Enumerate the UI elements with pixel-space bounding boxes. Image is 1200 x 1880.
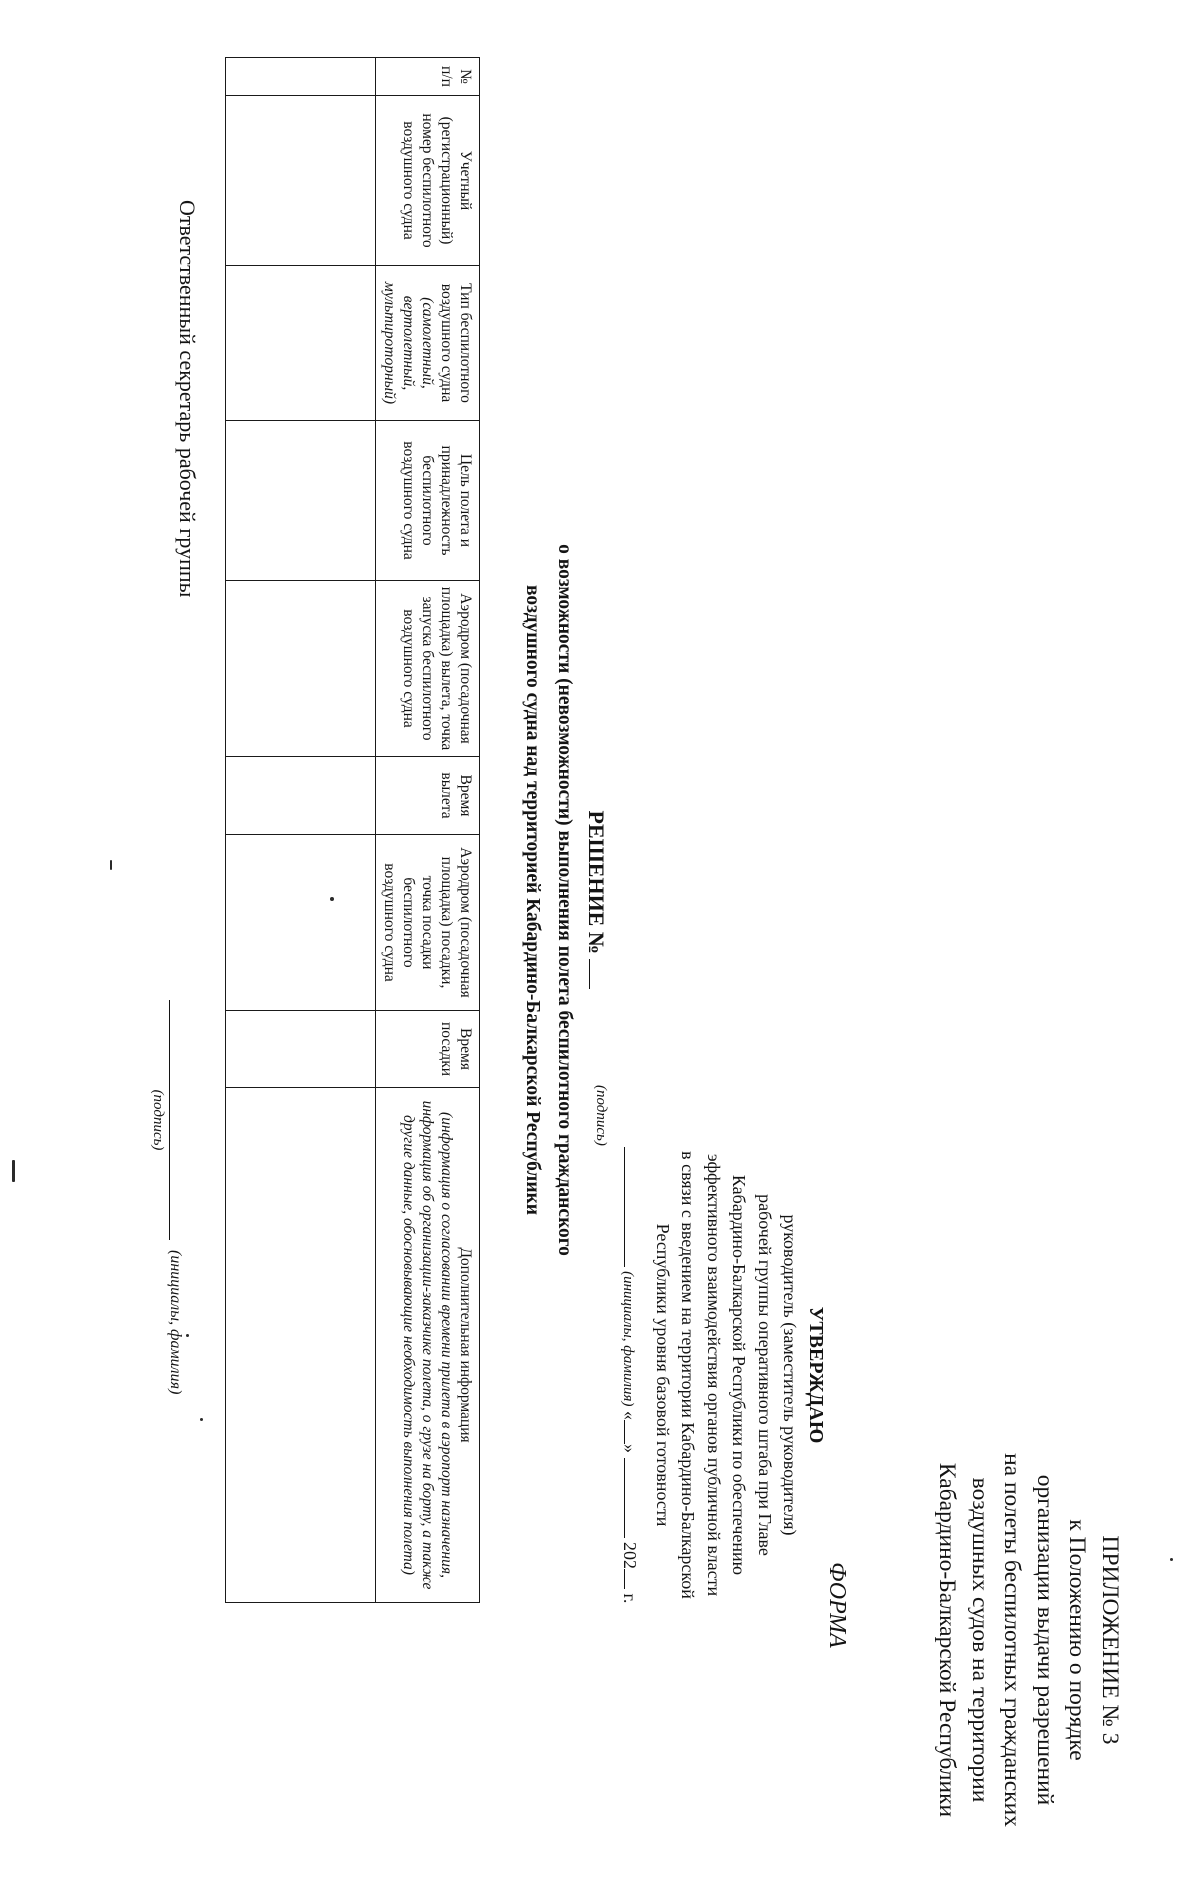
approval-line: в связи с введением на территории Кабардино-Балкарской (678, 1151, 699, 1599)
approval-block (588, 1055, 829, 1695)
date-year-suffix: г. (620, 1593, 641, 1604)
date-year-blank (625, 1569, 644, 1589)
header-label: Аэродром (посадочная площадка) посадки, точка посадки беспилотного воздушного судна (381, 847, 474, 998)
appendix-title: ПРИЛОЖЕНИЕ № 3 (1097, 1535, 1123, 1745)
approval-line: руководитель (заместитель руководителя) (780, 1214, 801, 1536)
date-open-quote: « (620, 1411, 641, 1420)
approval-line: Республики уровня базовой готовности (653, 1223, 673, 1527)
date-close-quote: » (620, 1444, 641, 1453)
appendix-line: Кабардино-Балкарской Республики (934, 1462, 961, 1818)
header-label: Учетный (регистрационный) номер беспилотного воздушного судна (400, 113, 474, 248)
table-header-row (376, 58, 480, 1603)
header-label: Время вылета (438, 772, 474, 819)
appendix-line: к Положению о порядке (1064, 1519, 1091, 1761)
header-cell-purpose (376, 421, 480, 581)
approval-heading: УТВЕРЖДАЮ (805, 1306, 827, 1444)
secretary-signature-caption: (подпись) (150, 1089, 166, 1151)
approval-signature-line (625, 1147, 644, 1267)
scan-mark (12, 1160, 15, 1182)
header-label: Тип беспилотного воздушного судна (438, 283, 474, 403)
scan-speck (200, 1418, 203, 1421)
decision-number-label: РЕШЕНИЕ № (584, 810, 609, 954)
appendix-line: воздушных судов на территории (967, 1477, 993, 1803)
scan-mark (110, 860, 112, 870)
appendix-header (931, 1400, 1126, 1880)
table-cell (226, 96, 376, 266)
header-hint: (информация о согласовании времени прилета в аэропорт назначения, информация об организации-заказчике полета, о грузе на борту, а также другие данные, обосновывающие необходимость выполнения полета) (400, 1100, 455, 1590)
approval-name-caption: (инициалы, фамилия) (620, 1271, 637, 1407)
header-cell-type (376, 266, 480, 421)
appendix-line: на полеты беспилотных гражданских (999, 1453, 1026, 1827)
table-cell (226, 1011, 376, 1088)
decision-title (516, 200, 612, 1600)
header-label: Аэродром (посадочная площадка) вылета, точка запуска беспилотного воздушного судна (400, 586, 474, 751)
secretary-name-caption: (инициалы, фамилия) (167, 1250, 184, 1395)
header-cell-departure-aerodrome (376, 581, 480, 757)
header-cell-registration (376, 96, 480, 266)
header-label: Время посадки (438, 1021, 474, 1077)
table-row (226, 58, 376, 1603)
secretary-label: Ответственный секретарь рабочей группы (175, 200, 200, 598)
date-year-prefix: 202 (620, 1542, 641, 1569)
table-cell (226, 1088, 376, 1603)
header-label: № п/п (438, 66, 474, 87)
header-cell-departure-time (376, 757, 480, 835)
approval-line: рабочей группы оперативного штаба при Главе (755, 1194, 775, 1556)
header-label: Цель полета и принадлежность беспилотного воздушного судна (400, 441, 474, 560)
approval-line: Кабардино-Балкарской Республики по обеспечению (729, 1174, 750, 1576)
date-day-blank (625, 1420, 644, 1444)
approval-signature-row (615, 1055, 644, 1695)
approval-signature-caption: (подпись) (593, 1085, 609, 1146)
table-cell (226, 581, 376, 757)
decision-number-blank (589, 959, 610, 989)
header-label: Дополнительная информация (457, 1247, 474, 1443)
decision-number-row (580, 200, 612, 1600)
decision-table (225, 57, 480, 1603)
decision-subtitle-line: о возможности (невозможности) выполнения полета беспилотного гражданского (554, 544, 575, 1256)
scan-speck (330, 897, 334, 901)
header-cell-number (376, 58, 480, 96)
table-cell (226, 421, 376, 581)
decision-subtitle-line: воздушного судна над территорией Кабардино-Балкарской Республики (522, 584, 543, 1216)
table-cell (226, 58, 376, 96)
secretary-signature-line (169, 1000, 170, 1240)
approval-line: эффективного взаимодействия органов публичной власти (704, 1153, 724, 1597)
table-cell (226, 835, 376, 1011)
header-cell-additional-info (376, 1088, 480, 1603)
table-cell (226, 757, 376, 835)
header-hint: (самолетный, вертолетный, мультироторный) (381, 281, 436, 405)
date-month-blank (625, 1458, 644, 1538)
header-cell-landing-time (376, 1011, 480, 1088)
scan-speck (1170, 1558, 1173, 1561)
form-label: ФОРМА (824, 1562, 850, 1648)
decision-subtitle (516, 200, 580, 1600)
scan-speck (186, 1334, 189, 1337)
appendix-line: организации выдачи разрешений (1032, 1474, 1058, 1806)
header-cell-landing-aerodrome (376, 835, 480, 1011)
table-cell (226, 266, 376, 421)
